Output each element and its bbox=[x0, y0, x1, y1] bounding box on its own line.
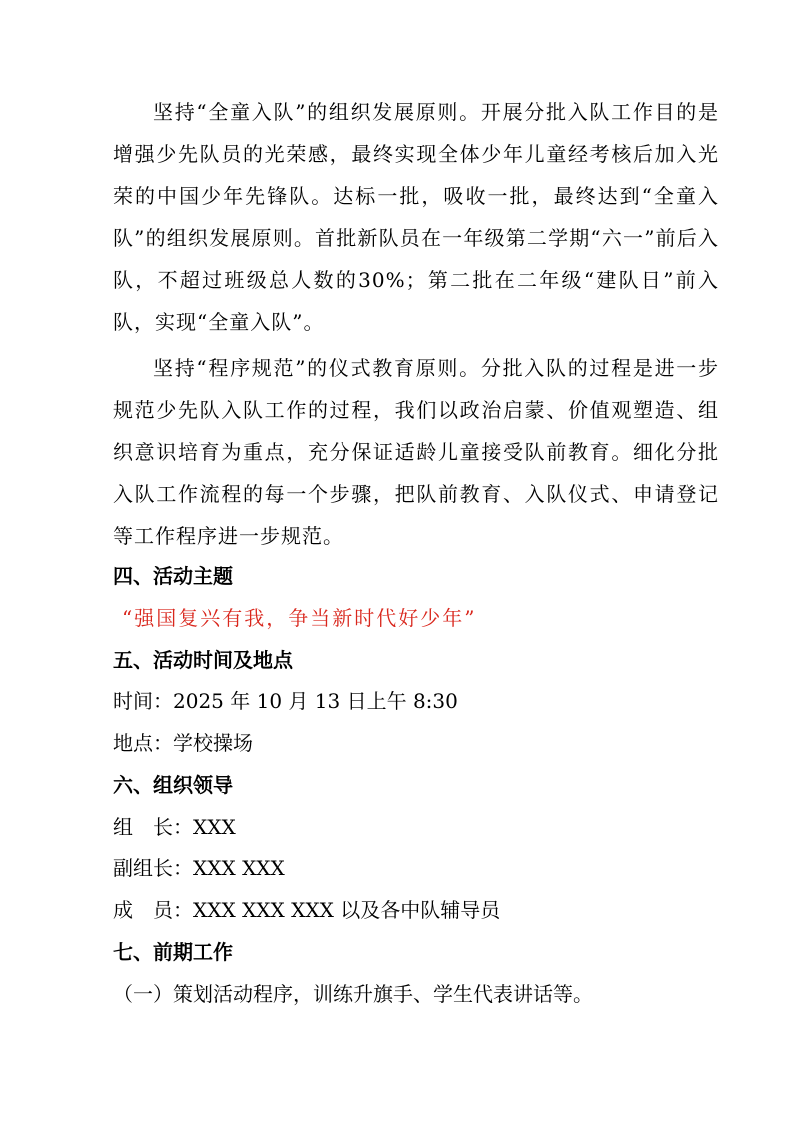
activity-theme-text: “强国复兴有我，争当新时代好少年” bbox=[122, 606, 477, 630]
deputy-leader-line: 副组长：XXX XXX bbox=[113, 856, 285, 880]
activity-place: 地点：学校操场 bbox=[113, 731, 253, 755]
heading-prework: 七、前期工作 bbox=[113, 940, 233, 964]
heading-activity-theme: 四、活动主题 bbox=[113, 564, 233, 588]
members-line: 成 员：XXX XXX XXX 以及各中队辅导员 bbox=[113, 898, 501, 922]
heading-time-place: 五、活动时间及地点 bbox=[113, 648, 293, 672]
prework-item-1: （一）策划活动程序，训练升旗手、学生代表讲话等。 bbox=[113, 982, 593, 1006]
paragraph-all-join-principle: 坚持“全童入队”的组织发展原则。开展分批入队工作目的是增强少先队员的光荣感，最终实现全体少年儿童经考核后加入光荣的中国少年先锋队。达标一批，吸收一批，最终达到“全童入队”的组织发展原则。首批新队员在一年级第二学期“六一”前后入队，不超过班级总人数的30%；第二批在二年级“建队日”前入队，实现“全童入队”。 bbox=[113, 100, 719, 334]
leader-line: 组 长：XXX bbox=[113, 815, 236, 839]
heading-organization: 六、组织领导 bbox=[113, 773, 233, 797]
paragraph-procedure-principle: 坚持“程序规范”的仪式教育原则。分批入队的过程是进一步规范少先队入队工作的过程，我们以政治启蒙、价值观塑造、组织意识培育为重点，充分保证适龄儿童接受队前教育。细化分批入队工作流程的每一个步骤，把队前教育、入队仪式、申请登记等工作程序进一步规范。 bbox=[113, 356, 719, 548]
activity-time: 时间：2025 年 10 月 13 日上午 8:30 bbox=[113, 689, 458, 713]
